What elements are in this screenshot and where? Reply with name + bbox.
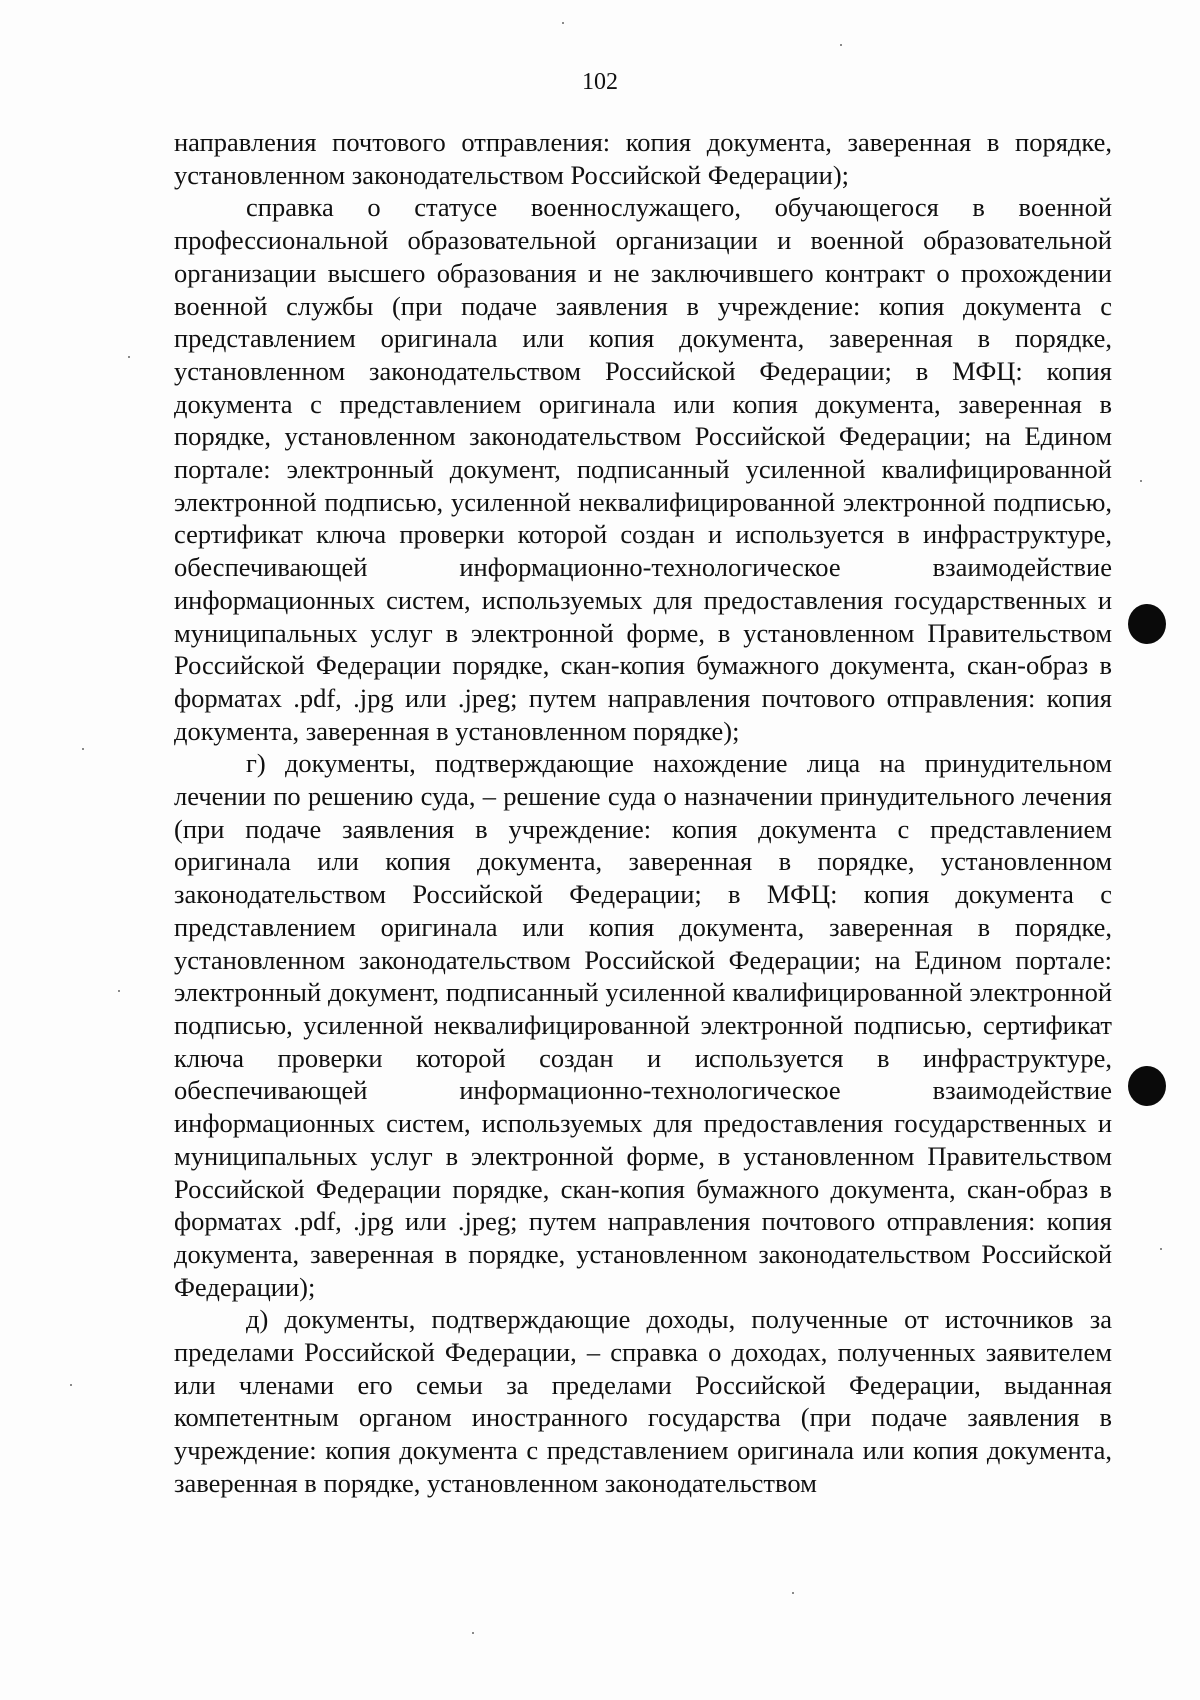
paragraph-postal-continuation: направления почтового отправления: копия документа, заверенная в порядке, установленном законодательством Российской Федерации); bbox=[174, 127, 1112, 190]
paragraph-foreign-income: д) документы, подтверждающие доходы, полученные от источников за пределами Российской Федерации, – справка о доходах, полученных заявителем или членами его семьи за пределами Российской Федерации, выданная компетентным органом иностранного государства (при подаче заявления в учреждение: копия документа с представлением оригинала или копия документа, заверенная в порядке, установленном законодательством bbox=[174, 1304, 1112, 1498]
scan-speck bbox=[472, 1632, 474, 1634]
scan-speck bbox=[118, 990, 120, 992]
document-text-body bbox=[174, 126, 1112, 1500]
binder-hole-bottom bbox=[1128, 1066, 1166, 1106]
scan-speck bbox=[792, 1592, 794, 1594]
scan-speck bbox=[840, 44, 842, 46]
scan-speck bbox=[1140, 480, 1142, 482]
scan-speck bbox=[562, 22, 564, 24]
scan-speck bbox=[70, 1384, 72, 1386]
binder-hole-top bbox=[1128, 604, 1166, 644]
scan-speck bbox=[82, 748, 84, 750]
paragraph-compulsory-treatment: г) документы, подтверждающие нахождение лица на принудительном лечении по решению суда, – решение суда о назначении принудительного лечения (при подаче заявления в учреждение: копия документа с представлением оригинала или копия документа, заверенная в порядке, установленном законодательством Российской Федерации; в МФЦ: копия документа с представлением оригинала или копия документа, заверенная в порядке, установленном законодательством Российской Федерации; на Едином портале: электронный документ, подписанный усиленной квалифицированной электронной подписью, усиленной неквалифицированной электронной подписью, сертификат ключа проверки которой создан и используется в инфраструктуре, обеспечивающей информационно-технологическое взаимодействие информационных систем, используемых для предоставления государственных и муниципальных услуг в электронной форме, в установленном Правительством Российской Федерации порядке, скан-копия бумажного документа, скан-образ в форматах .pdf, .jpg или .jpeg; путем направления почтового отправления: копия документа, заверенная в порядке, установленном законодательством Российской Федерации); bbox=[174, 748, 1112, 1302]
page-number: 102 bbox=[582, 69, 618, 95]
scan-speck bbox=[128, 356, 130, 358]
paragraph-military-status-certificate: справка о статусе военнослужащего, обучающегося в военной профессиональной образовательной организации и военной образовательной организации высшего образования и не заключившего контракт о прохождении военной службы (при подаче заявления в учреждение: копия документа с представлением оригинала или копия документа, заверенная в порядке, установленном законодательством Российской Федерации; в МФЦ: копия документа с представлением оригинала или копия документа, заверенная в порядке, установленном законодательством Российской Федерации; на Едином портале: электронный документ, подписанный усиленной квалифицированной электронной подписью, усиленной неквалифицированной электронной подписью, сертификат ключа проверки которой создан и используется в инфраструктуре, обеспечивающей информационно-технологическое взаимодействие информационных систем, используемых для предоставления государственных и муниципальных услуг в электронной форме, в установленном Правительством Российской Федерации порядке, скан-копия бумажного документа, скан-образ в форматах .pdf, .jpg или .jpeg; путем направления почтового отправления: копия документа, заверенная в установленном порядке); bbox=[174, 192, 1112, 746]
scan-speck bbox=[1160, 1248, 1162, 1250]
